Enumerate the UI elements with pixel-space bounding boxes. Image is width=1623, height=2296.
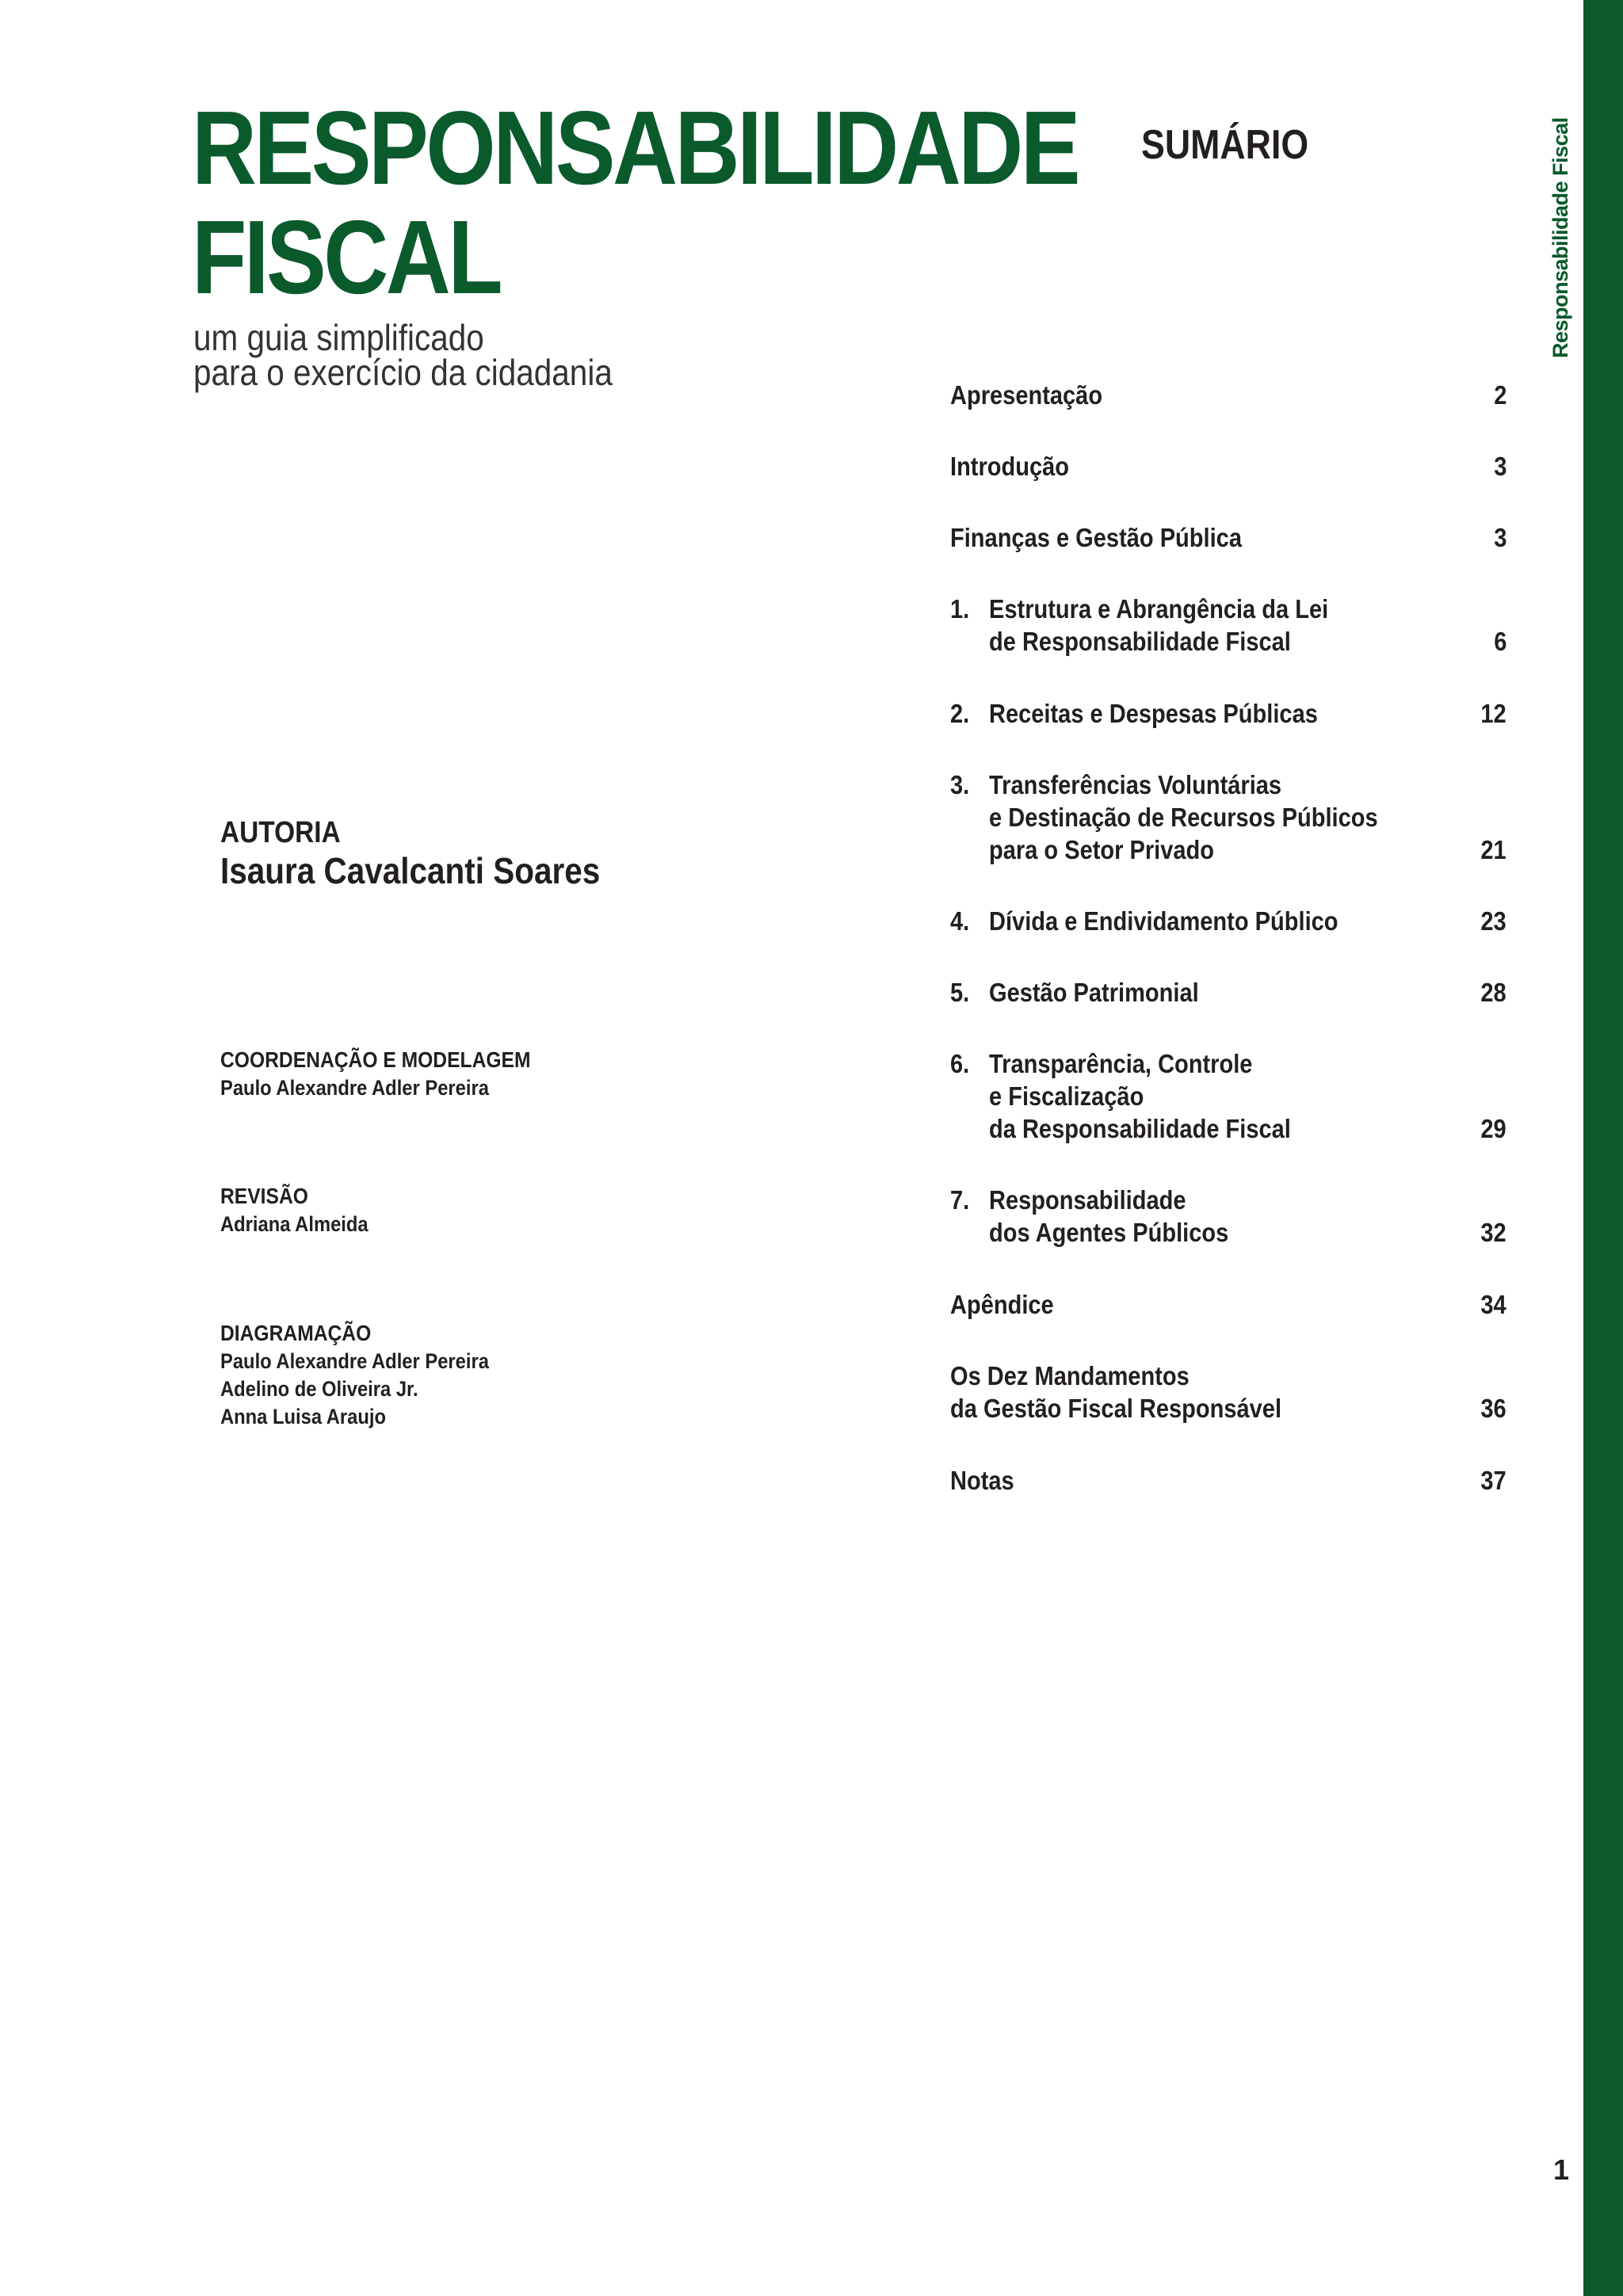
toc-entry-line: Gestão Patrimonial (989, 978, 1199, 1007)
page-number: 1 (1553, 2153, 1570, 2186)
toc-entry-page: 3 (1493, 452, 1507, 481)
coordination-label: COORDENAÇÃO E MODELAGEM (220, 1047, 531, 1072)
title-line-2: FISCAL (192, 199, 501, 315)
toc-entry-line: Responsabilidade (989, 1185, 1186, 1215)
toc-entry-line: Dívida e Endividamento Público (989, 906, 1338, 936)
toc-entry-page: 3 (1493, 523, 1507, 552)
toc-entry-line: da Responsabilidade Fiscal (989, 1114, 1291, 1143)
toc-entry-page: 36 (1480, 1394, 1507, 1423)
toc-entry-page: 34 (1480, 1290, 1507, 1319)
toc-entry-page: 21 (1480, 835, 1507, 864)
sidebar-strip (1583, 0, 1623, 2296)
layout-name-3: Anna Luisa Araujo (220, 1405, 387, 1428)
toc-entry-page: 28 (1480, 978, 1507, 1007)
toc-entry-number: 1. (950, 594, 970, 624)
sidebar-label: Responsabilidade Fiscal (1549, 117, 1572, 358)
toc-entry-page: 2 (1493, 380, 1507, 410)
toc-entry-page: 12 (1480, 699, 1507, 728)
toc-entry-title (989, 976, 1228, 1009)
toc-entry-page: 37 (1480, 1466, 1507, 1495)
toc-entry-line: da Gestão Fiscal Responsável (950, 1394, 1282, 1423)
toc-entry-line: para o Setor Privado (989, 835, 1215, 864)
toc-entry-title (950, 450, 1086, 482)
toc-entry-line: Notas (950, 1466, 1014, 1495)
subtitle-line-2: para o exercício da cidadania (193, 352, 613, 393)
subtitle-line-1: um guia simplificado (193, 317, 484, 358)
author-name: Isaura Cavalcanti Soares (220, 850, 601, 891)
toc-entry-page: 6 (1493, 627, 1507, 656)
toc-entry-line: Receitas e Despesas Públicas (989, 699, 1318, 728)
toc-heading: SUMÁRIO (1141, 122, 1309, 168)
document-subtitle (193, 317, 613, 393)
toc-entry-title (989, 1047, 1332, 1145)
author-label: AUTORIA (220, 816, 341, 849)
toc-entry-title (989, 697, 1362, 730)
toc-entry-title (950, 1464, 1023, 1497)
toc-entry-title (950, 1288, 1068, 1321)
toc-entry-line: de Responsabilidade Fiscal (989, 627, 1291, 656)
toc-entry-number: 7. (950, 1185, 970, 1215)
toc-entry-line: Transparência, Controle (989, 1049, 1253, 1078)
toc-entry-number: 2. (950, 699, 970, 728)
toc-entry-page: 29 (1480, 1114, 1507, 1143)
toc-entry-title (989, 905, 1386, 937)
toc-entry-title (989, 769, 1431, 866)
coordination-name: Paulo Alexandre Adler Pereira (220, 1076, 489, 1100)
toc-entry-title (950, 379, 1123, 411)
toc-entry-line: Introdução (950, 452, 1070, 481)
document-title (192, 90, 1079, 315)
layout-name-1: Paulo Alexandre Adler Pereira (220, 1349, 489, 1373)
toc-entry-number: 4. (950, 906, 970, 936)
toc-entry-line: e Fiscalização (989, 1081, 1144, 1111)
toc-entry-page: 23 (1480, 906, 1507, 936)
sidebar-label-wrap (1549, 0, 1572, 358)
layout-name-2: Adelino de Oliveira Jr. (220, 1377, 418, 1401)
toc-entry-line: Estrutura e Abrangência da Lei (989, 594, 1329, 624)
toc-entry-line: Apresentação (950, 380, 1103, 410)
toc-entry-title (989, 593, 1375, 658)
toc-entry-title (989, 1184, 1262, 1249)
toc-entry-line: Transferências Voluntárias (989, 770, 1282, 799)
revision-label: REVISÃO (220, 1184, 308, 1208)
toc-entry-number: 5. (950, 978, 970, 1007)
toc-entry-line: dos Agentes Públicos (989, 1218, 1229, 1247)
toc-entry-title (950, 521, 1281, 554)
toc-entry-page: 32 (1480, 1218, 1507, 1247)
toc-entry-number: 3. (950, 770, 970, 799)
toc-entry-line: Os Dez Mandamentos (950, 1361, 1190, 1390)
title-line-1: RESPONSABILIDADE (192, 90, 1079, 206)
toc-entry-line: e Destinação de Recursos Públicos (989, 803, 1378, 832)
toc-entry-line: Finanças e Gestão Pública (950, 523, 1242, 552)
toc-entry-line: Apêndice (950, 1290, 1054, 1319)
toc-entry-number: 6. (950, 1049, 970, 1078)
layout-label: DIAGRAMAÇÃO (220, 1321, 372, 1345)
revision-name: Adriana Almeida (220, 1212, 369, 1236)
toc-entry-title (950, 1360, 1327, 1425)
